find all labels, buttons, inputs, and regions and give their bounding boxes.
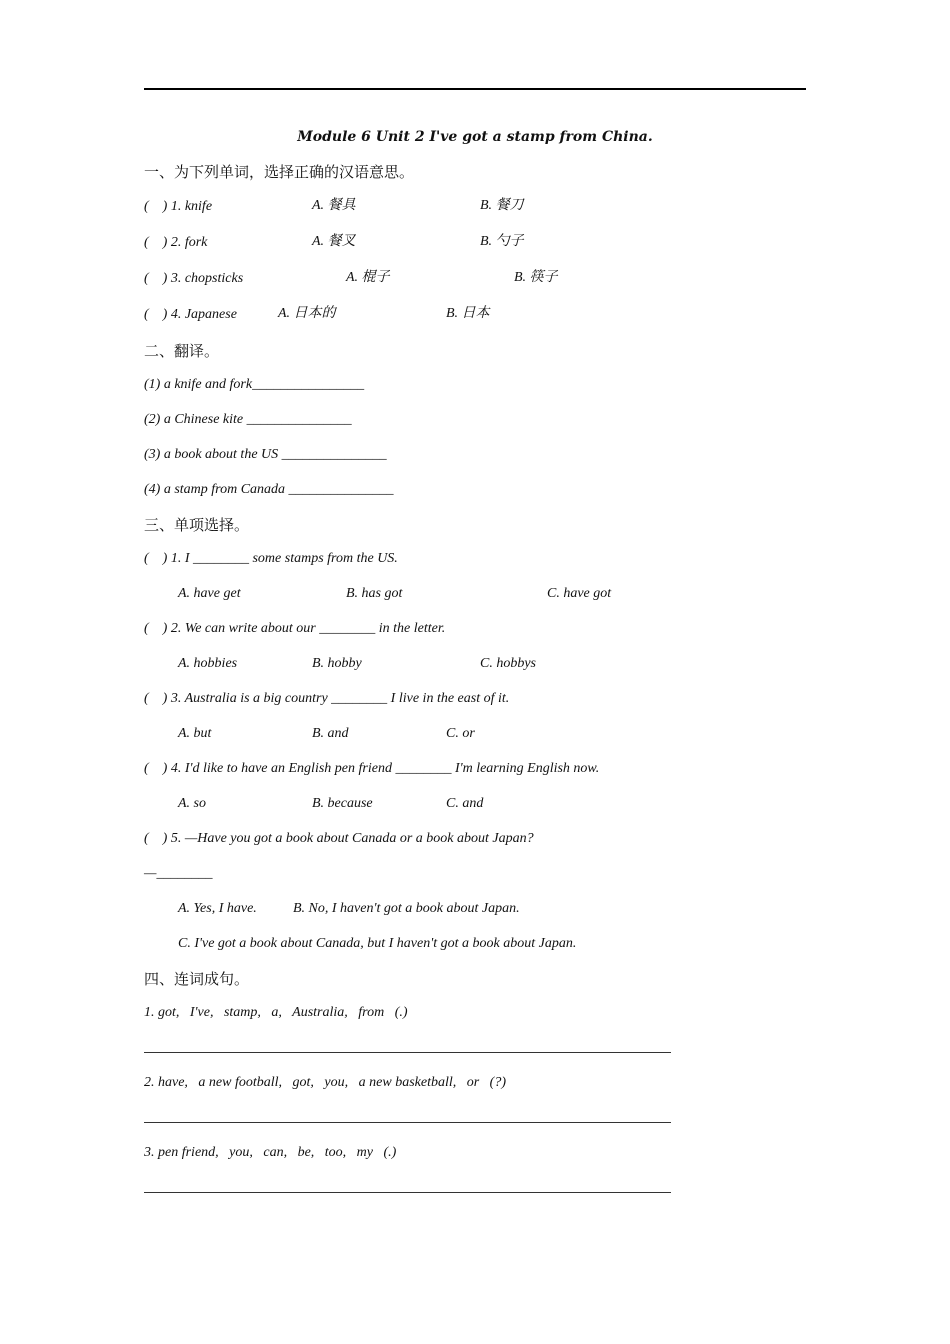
s3-q5-reply: —________ (144, 866, 213, 881)
s4-answer-line-1[interactable] (144, 1052, 671, 1053)
s1-q3-stem: ( ) 3. chopsticks (144, 271, 244, 286)
s1-q1-option-a: A. 餐具 (312, 198, 356, 213)
s1-q4-option-b: B. 日本 (446, 306, 490, 321)
s3-q1-option-a: A. have get (178, 586, 241, 601)
s2-item-4: (4) a stamp from Canada _______________ (144, 482, 394, 497)
page-title: Module 6 Unit 2 I've got a stamp from China. (297, 129, 653, 145)
s4-answer-line-2[interactable] (144, 1122, 671, 1123)
s4-answer-line-3[interactable] (144, 1192, 671, 1193)
header-rule (144, 88, 806, 90)
s3-q3-option-a: A. but (178, 726, 212, 741)
s3-q5-option-c: C. I've got a book about Canada, but I haven't got a book about Japan. (178, 936, 577, 951)
s3-q5-option-a: A. Yes, I have. (178, 901, 257, 916)
s3-q1-stem: ( ) 1. I ________ some stamps from the US. (144, 551, 398, 566)
s1-q3-option-b: B. 筷子 (514, 270, 558, 285)
s1-q4-stem: ( ) 4. Japanese (144, 307, 237, 322)
s2-item-3: (3) a book about the US _______________ (144, 447, 387, 462)
s4-item-3: 3. pen friend, you, can, be, too, my (.) (144, 1145, 397, 1160)
s3-q4-stem: ( ) 4. I'd like to have an English pen friend ________ I'm learning English now. (144, 761, 600, 776)
s1-q2-option-a: A. 餐叉 (312, 234, 356, 249)
s2-item-1: (1) a knife and fork________________ (144, 377, 365, 392)
s3-q4-option-a: A. so (178, 796, 206, 811)
s1-q4-option-a: A. 日本的 (278, 306, 336, 321)
s3-q3-option-b: B. and (312, 726, 349, 741)
s3-q5-stem: ( ) 5. —Have you got a book about Canada or a book about Japan? (144, 831, 534, 846)
s3-q1-option-b: B. has got (346, 586, 403, 601)
s1-q1-stem: ( ) 1. knife (144, 199, 213, 214)
s3-q4-option-b: B. because (312, 796, 373, 811)
s4-item-1: 1. got, I've, stamp, a, Australia, from (.) (144, 1005, 408, 1020)
s3-q2-stem: ( ) 2. We can write about our ________ in the letter. (144, 621, 446, 636)
s1-q1-option-b: B. 餐刀 (480, 198, 524, 213)
section3-heading: 三、单项选择。 (144, 516, 250, 534)
section4-heading: 四、连词成句。 (144, 970, 250, 988)
section2-heading: 二、翻译。 (144, 342, 220, 360)
s1-q2-stem: ( ) 2. fork (144, 235, 208, 250)
s3-q2-option-b: B. hobby (312, 656, 362, 671)
s2-item-2: (2) a Chinese kite _______________ (144, 412, 352, 427)
s3-q2-option-c: C. hobbys (480, 656, 536, 671)
s4-item-2: 2. have, a new football, got, you, a new basketball, or (?) (144, 1075, 507, 1090)
s3-q3-stem: ( ) 3. Australia is a big country ________ I live in the east of it. (144, 691, 510, 706)
section1-heading: 一、为下列单词，选择正确的汉语意思。 (144, 163, 415, 181)
s3-q3-option-c: C. or (446, 726, 475, 741)
s1-q3-option-a: A. 棍子 (346, 270, 390, 285)
s3-q5-option-b: B. No, I haven't got a book about Japan. (293, 901, 520, 916)
s1-q2-option-b: B. 勺子 (480, 234, 524, 249)
s3-q4-option-c: C. and (446, 796, 484, 811)
s3-q1-option-c: C. have got (547, 586, 612, 601)
s3-q2-option-a: A. hobbies (178, 656, 238, 671)
